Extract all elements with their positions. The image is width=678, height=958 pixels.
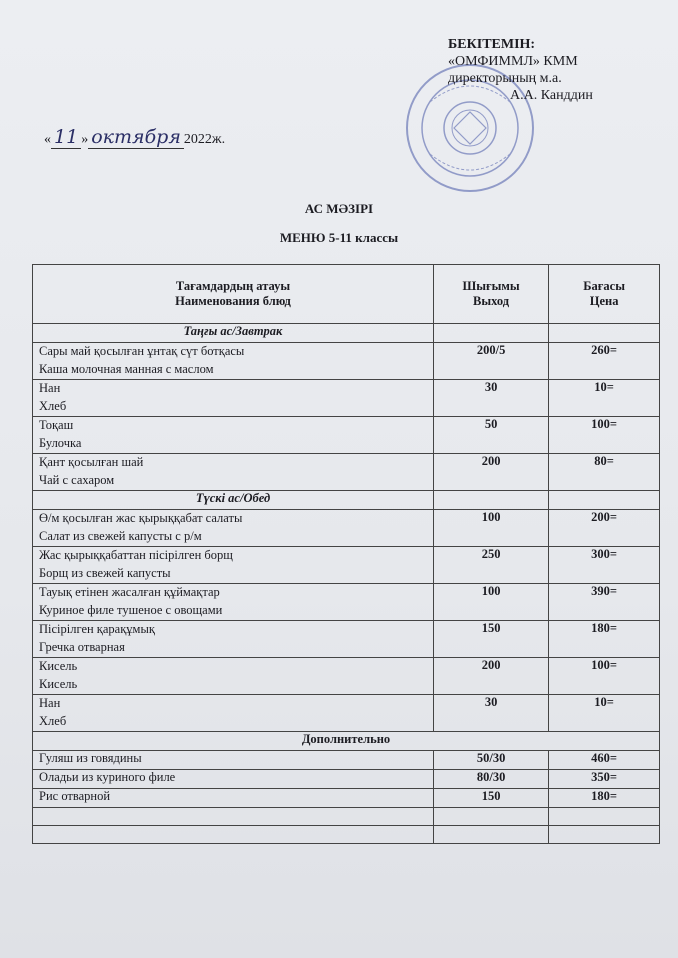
dish-name xyxy=(33,417,434,454)
dish-price: 460= xyxy=(549,751,660,770)
section-row-extra xyxy=(33,732,660,751)
dish-price: 80= xyxy=(549,454,660,491)
dish-output: 50 xyxy=(433,417,548,454)
dish-output: 200/5 xyxy=(433,343,548,380)
date-close-quote: » xyxy=(81,132,89,147)
dish-name-ru: Хлеб xyxy=(39,399,67,413)
dish-name xyxy=(33,343,434,380)
dish-name xyxy=(33,510,434,547)
dish-name-kz: Нан xyxy=(39,381,61,395)
dish-output: 100 xyxy=(433,584,548,621)
section-title: Таңғы ас/Завтрак xyxy=(33,324,434,343)
date-month: октября xyxy=(88,126,184,149)
approval-org: «ОМФИММЛ» КММ xyxy=(448,54,578,69)
dish-output: 150 xyxy=(433,621,548,658)
dish-name-ru: Гречка отварная xyxy=(39,640,125,654)
dish-name-ru: Чай с сахаром xyxy=(39,473,115,487)
table-row xyxy=(33,547,660,584)
dish-name-kz: Сары май қосылған ұнтақ сүт ботқасы xyxy=(39,344,245,358)
dish-name xyxy=(33,658,434,695)
section-title: Дополнительно xyxy=(33,732,660,751)
menu-table xyxy=(32,264,660,844)
dish-output: 80/30 xyxy=(433,770,548,789)
dish-price: 180= xyxy=(549,789,660,808)
section-title: Түскі ас/Обед xyxy=(33,491,434,510)
approval-title: БЕКІТЕМІН: xyxy=(448,37,536,52)
dish-name-kz: Ө/м қосылған жас қырыққабат салаты xyxy=(39,511,243,525)
header-output-kz: Шығымы xyxy=(462,279,520,293)
dish-name-kz: Тоқаш xyxy=(39,418,74,432)
empty-row xyxy=(33,826,660,844)
dish-name-kz: Пісірілген қарақұмық xyxy=(39,622,155,636)
approval-block xyxy=(448,36,668,104)
dish-name-ru: Кисель xyxy=(39,677,78,691)
dish-price: 300= xyxy=(549,547,660,584)
header-name-ru: Наименования блюд xyxy=(175,294,291,308)
empty-cell xyxy=(433,826,548,844)
header-name-kz: Тағамдардың атауы xyxy=(175,279,291,293)
dish-price: 10= xyxy=(549,695,660,732)
table-row xyxy=(33,770,660,789)
header-output xyxy=(433,265,548,324)
table-row xyxy=(33,510,660,547)
table-row xyxy=(33,454,660,491)
empty-cell xyxy=(33,808,434,826)
dish-name xyxy=(33,584,434,621)
dish-name-kz: Жас қырыққабаттан пісірілген борщ xyxy=(39,548,233,562)
table-row xyxy=(33,751,660,770)
dish-output: 200 xyxy=(433,454,548,491)
extra-dish-name: Гуляш из говядины xyxy=(33,751,434,770)
dish-price: 390= xyxy=(549,584,660,621)
extra-dish-name: Оладьи из куриного филе xyxy=(33,770,434,789)
dish-output: 150 xyxy=(433,789,548,808)
dish-output: 250 xyxy=(433,547,548,584)
dish-name-ru: Куриное филе тушеное с овощами xyxy=(39,603,223,617)
dish-name-ru: Салат из свежей капусты с р/м xyxy=(39,529,202,543)
dish-price: 350= xyxy=(549,770,660,789)
dish-name-kz: Кисель xyxy=(39,659,78,673)
table-row xyxy=(33,695,660,732)
header-price-kz: Бағасы xyxy=(583,279,625,293)
section-row-breakfast xyxy=(33,324,660,343)
dish-name-kz: Нан xyxy=(39,696,61,710)
dish-name xyxy=(33,380,434,417)
approval-position: директорының м.а. xyxy=(448,71,562,86)
date-year: 2022ж. xyxy=(183,132,226,147)
section-row-lunch xyxy=(33,491,660,510)
dish-name-kz: Қант қосылған шай xyxy=(39,455,144,469)
table-row xyxy=(33,658,660,695)
table-row xyxy=(33,789,660,808)
table-row xyxy=(33,621,660,658)
empty-cell xyxy=(433,808,548,826)
table-header-row xyxy=(33,265,660,324)
date-open-quote: « xyxy=(44,132,51,147)
dish-price: 200= xyxy=(549,510,660,547)
dish-price: 10= xyxy=(549,380,660,417)
empty-cell xyxy=(433,324,548,343)
table-row xyxy=(33,584,660,621)
dish-name-ru: Булочка xyxy=(39,436,82,450)
empty-cell xyxy=(549,808,660,826)
dish-output: 30 xyxy=(433,380,548,417)
header-output-ru: Выход xyxy=(473,294,510,308)
header-price-ru: Цена xyxy=(589,294,619,308)
empty-cell xyxy=(549,324,660,343)
table-row xyxy=(33,417,660,454)
date-day: 11 xyxy=(51,126,81,149)
extra-dish-name: Рис отварной xyxy=(33,789,434,808)
table-row xyxy=(33,343,660,380)
title-ru: МЕНЮ 5-11 классы xyxy=(279,230,399,245)
dish-name-ru: Каша молочная манная с маслом xyxy=(39,362,214,376)
empty-cell xyxy=(433,491,548,510)
dish-price: 100= xyxy=(549,658,660,695)
dish-output: 100 xyxy=(433,510,548,547)
empty-row xyxy=(33,808,660,826)
approval-name: А.А. Канддин xyxy=(510,88,593,103)
empty-cell xyxy=(549,491,660,510)
title-kz: АС МӘЗІРІ xyxy=(304,201,374,216)
dish-name xyxy=(33,454,434,491)
document-date xyxy=(44,126,225,149)
dish-price: 260= xyxy=(549,343,660,380)
dish-output: 30 xyxy=(433,695,548,732)
dish-name-ru: Хлеб xyxy=(39,714,67,728)
header-price xyxy=(549,265,660,324)
dish-name xyxy=(33,621,434,658)
dish-name-kz: Тауық етінен жасалған құймақтар xyxy=(39,585,220,599)
table-row xyxy=(33,380,660,417)
dish-output: 200 xyxy=(433,658,548,695)
dish-price: 100= xyxy=(549,417,660,454)
empty-cell xyxy=(549,826,660,844)
dish-output: 50/30 xyxy=(433,751,548,770)
dish-name xyxy=(33,547,434,584)
empty-cell xyxy=(33,826,434,844)
dish-price: 180= xyxy=(549,621,660,658)
dish-name xyxy=(33,695,434,732)
dish-name-ru: Борщ из свежей капусты xyxy=(39,566,171,580)
header-name xyxy=(33,265,434,324)
